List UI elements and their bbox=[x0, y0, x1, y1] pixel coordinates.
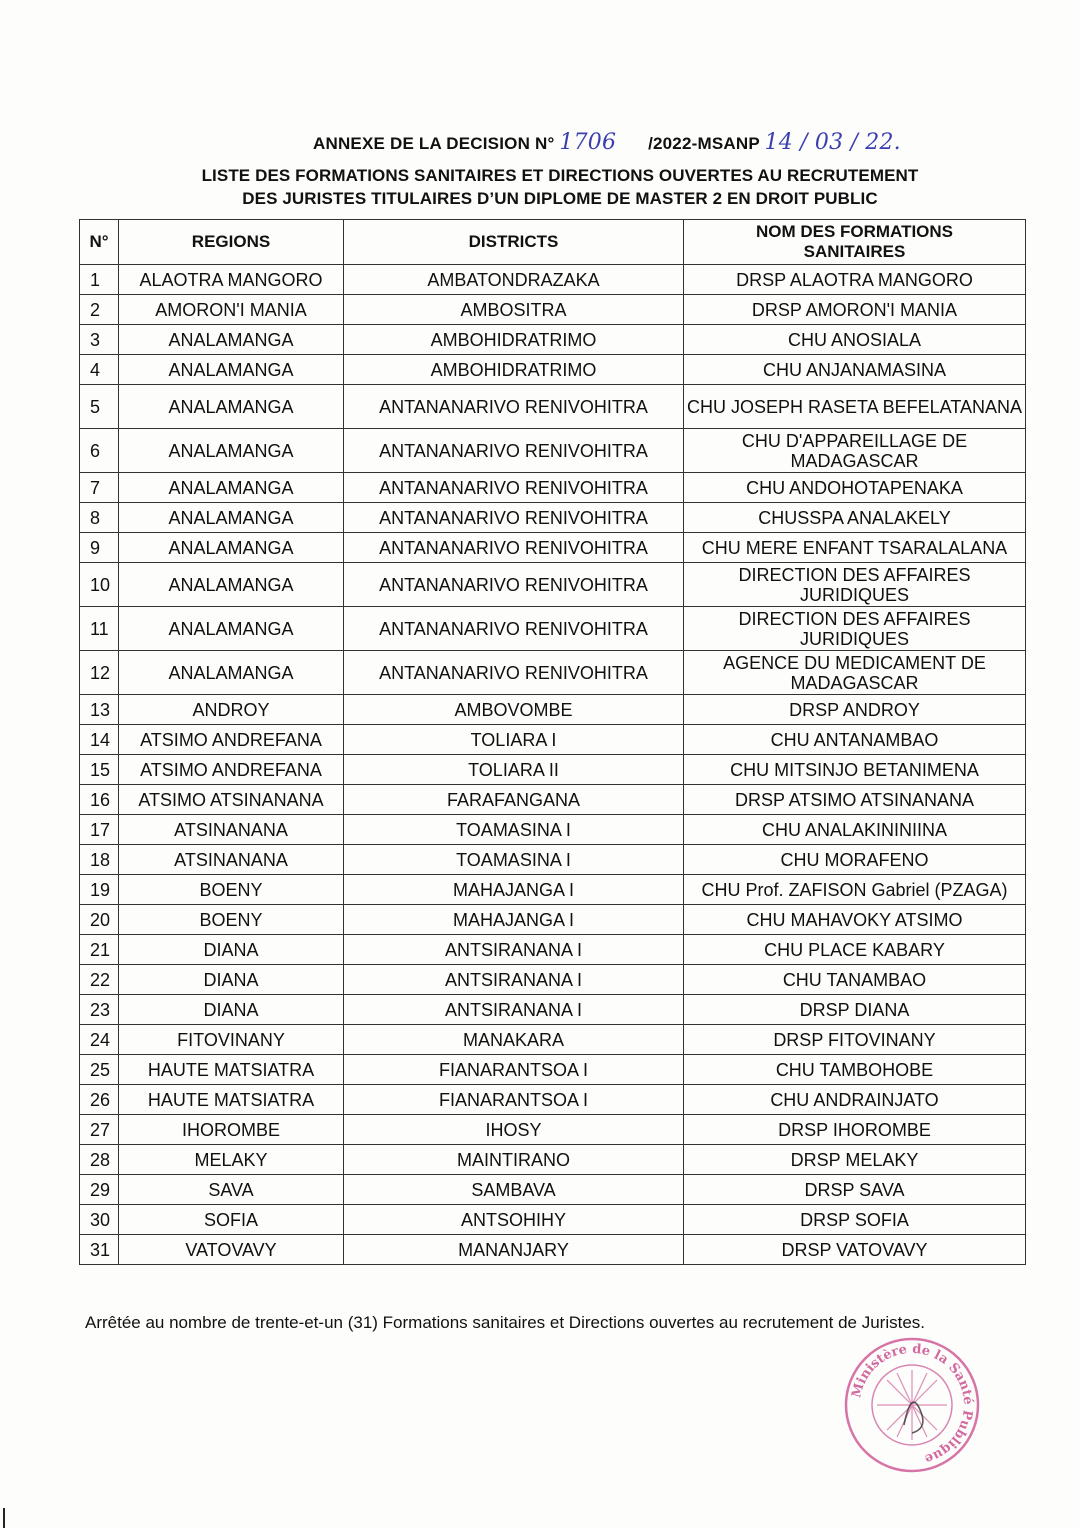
table-row bbox=[80, 533, 1026, 563]
table-row bbox=[80, 905, 1026, 935]
row-region: SOFIA bbox=[119, 1205, 344, 1235]
row-region: ANALAMANGA bbox=[119, 385, 344, 429]
row-formation: CHU JOSEPH RASETA BEFELATANANA bbox=[684, 385, 1026, 429]
row-number: 29 bbox=[80, 1175, 119, 1205]
row-region: DIANA bbox=[119, 965, 344, 995]
row-district: ANTANANARIVO RENIVOHITRA bbox=[344, 385, 684, 429]
row-region: ANALAMANGA bbox=[119, 607, 344, 651]
row-district: ANTANANARIVO RENIVOHITRA bbox=[344, 651, 684, 695]
row-formation: CHU ANTANAMBAO bbox=[684, 725, 1026, 755]
formations-table bbox=[79, 219, 1026, 1265]
footer-note: Arrêtée au nombre de trente-et-un (31) Formations sanitaires et Directions ouvertes au recrutement de Juristes. bbox=[85, 1313, 925, 1332]
table-row bbox=[80, 325, 1026, 355]
row-number: 5 bbox=[80, 385, 119, 429]
row-district: AMBOHIDRATRIMO bbox=[344, 355, 684, 385]
row-region: HAUTE MATSIATRA bbox=[119, 1085, 344, 1115]
row-region: ATSIMO ANDREFANA bbox=[119, 755, 344, 785]
table-row bbox=[80, 473, 1026, 503]
subtitle-line-1: LISTE DES FORMATIONS SANITAIRES ET DIRECTIONS OUVERTES AU RECRUTEMENT bbox=[201, 166, 919, 185]
row-district: IHOSY bbox=[344, 1115, 684, 1145]
row-formation: AGENCE DU MEDICAMENT DE MADAGASCAR bbox=[684, 651, 1026, 695]
row-number: 9 bbox=[80, 533, 119, 563]
row-region: ANALAMANGA bbox=[119, 533, 344, 563]
table-row bbox=[80, 845, 1026, 875]
row-number: 14 bbox=[80, 725, 119, 755]
row-region: IHOROMBE bbox=[119, 1115, 344, 1145]
table-row bbox=[80, 1025, 1026, 1055]
row-formation: DRSP FITOVINANY bbox=[684, 1025, 1026, 1055]
table-row bbox=[80, 1115, 1026, 1145]
row-district: ANTANANARIVO RENIVOHITRA bbox=[344, 473, 684, 503]
row-region: BOENY bbox=[119, 905, 344, 935]
row-number: 23 bbox=[80, 995, 119, 1025]
table-row bbox=[80, 755, 1026, 785]
row-district: ANTSOHIHY bbox=[344, 1205, 684, 1235]
row-number: 3 bbox=[80, 325, 119, 355]
table-row bbox=[80, 725, 1026, 755]
table-row bbox=[80, 1175, 1026, 1205]
row-formation: CHU TANAMBAO bbox=[684, 965, 1026, 995]
row-formation: CHU ANJANAMASINA bbox=[684, 355, 1026, 385]
row-formation: CHU ANALAKININIINA bbox=[684, 815, 1026, 845]
row-number: 15 bbox=[80, 755, 119, 785]
row-formation: DRSP SOFIA bbox=[684, 1205, 1026, 1235]
row-number: 1 bbox=[80, 265, 119, 295]
row-district: ANTANANARIVO RENIVOHITRA bbox=[344, 429, 684, 473]
row-district: SAMBAVA bbox=[344, 1175, 684, 1205]
table-row bbox=[80, 429, 1026, 473]
table-row bbox=[80, 1145, 1026, 1175]
row-number: 18 bbox=[80, 845, 119, 875]
row-region: ANDROY bbox=[119, 695, 344, 725]
row-district: MAHAJANGA I bbox=[344, 875, 684, 905]
row-region: ANALAMANGA bbox=[119, 651, 344, 695]
table-row bbox=[80, 385, 1026, 429]
row-region: AMORON'I MANIA bbox=[119, 295, 344, 325]
row-number: 22 bbox=[80, 965, 119, 995]
row-formation: DRSP VATOVAVY bbox=[684, 1235, 1026, 1265]
table-row bbox=[80, 607, 1026, 651]
row-number: 25 bbox=[80, 1055, 119, 1085]
row-number: 28 bbox=[80, 1145, 119, 1175]
table-row bbox=[80, 995, 1026, 1025]
row-region: DIANA bbox=[119, 935, 344, 965]
table-row bbox=[80, 265, 1026, 295]
table-header-row bbox=[80, 220, 1026, 265]
scan-edge-mark bbox=[3, 1508, 5, 1528]
row-number: 27 bbox=[80, 1115, 119, 1145]
table-row bbox=[80, 1085, 1026, 1115]
row-number: 11 bbox=[80, 607, 119, 651]
row-number: 4 bbox=[80, 355, 119, 385]
row-formation: CHU TAMBOHOBE bbox=[684, 1055, 1026, 1085]
table-row bbox=[80, 935, 1026, 965]
row-region: ATSIMO ATSINANANA bbox=[119, 785, 344, 815]
row-number: 2 bbox=[80, 295, 119, 325]
row-region: MELAKY bbox=[119, 1145, 344, 1175]
decision-title-prefix: ANNEXE DE LA DECISION N° bbox=[313, 134, 555, 153]
table-body bbox=[80, 265, 1026, 1265]
row-district: MANANJARY bbox=[344, 1235, 684, 1265]
ministry-stamp bbox=[842, 1335, 982, 1475]
row-formation: DRSP MELAKY bbox=[684, 1145, 1026, 1175]
row-region: ANALAMANGA bbox=[119, 325, 344, 355]
table-row bbox=[80, 785, 1026, 815]
row-formation: DIRECTION DES AFFAIRES JURIDIQUES bbox=[684, 563, 1026, 607]
decision-number-handwritten: 1706 bbox=[559, 130, 617, 155]
row-region: ATSINANANA bbox=[119, 815, 344, 845]
row-formation: DRSP ALAOTRA MANGORO bbox=[684, 265, 1026, 295]
row-region: ANALAMANGA bbox=[119, 503, 344, 533]
row-number: 20 bbox=[80, 905, 119, 935]
header-formations: NOM DES FORMATIONS SANITAIRES bbox=[684, 220, 1026, 265]
row-formation: CHU D'APPAREILLAGE DE MADAGASCAR bbox=[684, 429, 1026, 473]
row-number: 6 bbox=[80, 429, 119, 473]
row-district: ANTSIRANANA I bbox=[344, 935, 684, 965]
table-row bbox=[80, 355, 1026, 385]
row-number: 17 bbox=[80, 815, 119, 845]
row-region: HAUTE MATSIATRA bbox=[119, 1055, 344, 1085]
row-district: TOLIARA I bbox=[344, 725, 684, 755]
row-formation: CHU MORAFENO bbox=[684, 845, 1026, 875]
row-number: 8 bbox=[80, 503, 119, 533]
row-region: SAVA bbox=[119, 1175, 344, 1205]
row-formation: CHUSSPA ANALAKELY bbox=[684, 503, 1026, 533]
table-row bbox=[80, 563, 1026, 607]
row-number: 21 bbox=[80, 935, 119, 965]
header-regions: REGIONS bbox=[119, 220, 344, 265]
row-formation: DRSP ATSIMO ATSINANANA bbox=[684, 785, 1026, 815]
row-district: ANTSIRANANA I bbox=[344, 995, 684, 1025]
row-formation: CHU MERE ENFANT TSARALALANA bbox=[684, 533, 1026, 563]
table-row bbox=[80, 965, 1026, 995]
table-row bbox=[80, 1235, 1026, 1265]
row-district: TOAMASINA I bbox=[344, 815, 684, 845]
row-number: 24 bbox=[80, 1025, 119, 1055]
row-number: 7 bbox=[80, 473, 119, 503]
row-formation: DRSP DIANA bbox=[684, 995, 1026, 1025]
row-formation: CHU MAHAVOKY ATSIMO bbox=[684, 905, 1026, 935]
decision-date-handwritten: 14 / 03 / 22. bbox=[764, 130, 901, 155]
row-number: 16 bbox=[80, 785, 119, 815]
row-region: ANALAMANGA bbox=[119, 355, 344, 385]
row-formation: DIRECTION DES AFFAIRES JURIDIQUES bbox=[684, 607, 1026, 651]
table-row bbox=[80, 875, 1026, 905]
table-row bbox=[80, 695, 1026, 725]
row-region: ANALAMANGA bbox=[119, 563, 344, 607]
row-district: AMBOSITRA bbox=[344, 295, 684, 325]
row-formation: DRSP AMORON'I MANIA bbox=[684, 295, 1026, 325]
row-formation: CHU Prof. ZAFISON Gabriel (PZAGA) bbox=[684, 875, 1026, 905]
decision-title bbox=[313, 130, 901, 155]
table-row bbox=[80, 503, 1026, 533]
row-number: 19 bbox=[80, 875, 119, 905]
stamp-text: Ministère de la Santé Publique bbox=[849, 1341, 976, 1467]
row-district: MANAKARA bbox=[344, 1025, 684, 1055]
row-formation: CHU PLACE KABARY bbox=[684, 935, 1026, 965]
table-row bbox=[80, 295, 1026, 325]
row-formation: DRSP ANDROY bbox=[684, 695, 1026, 725]
row-region: ATSINANANA bbox=[119, 845, 344, 875]
table-row bbox=[80, 1055, 1026, 1085]
row-formation: CHU ANOSIALA bbox=[684, 325, 1026, 355]
subtitle-line-2: DES JURISTES TITULAIRES D’UN DIPLOME DE MASTER 2 EN DROIT PUBLIC bbox=[242, 189, 878, 208]
row-district: AMBOVOMBE bbox=[344, 695, 684, 725]
header-number: N° bbox=[80, 220, 119, 265]
row-district: ANTANANARIVO RENIVOHITRA bbox=[344, 563, 684, 607]
row-district: ANTSIRANANA I bbox=[344, 965, 684, 995]
row-number: 30 bbox=[80, 1205, 119, 1235]
row-district: AMBATONDRAZAKA bbox=[344, 265, 684, 295]
row-formation: CHU ANDOHOTAPENAKA bbox=[684, 473, 1026, 503]
row-district: TOAMASINA I bbox=[344, 845, 684, 875]
row-number: 26 bbox=[80, 1085, 119, 1115]
row-district: FIANARANTSOA I bbox=[344, 1055, 684, 1085]
row-district: ANTANANARIVO RENIVOHITRA bbox=[344, 533, 684, 563]
row-region: ALAOTRA MANGORO bbox=[119, 265, 344, 295]
row-number: 10 bbox=[80, 563, 119, 607]
row-district: FARAFANGANA bbox=[344, 785, 684, 815]
row-district: MAINTIRANO bbox=[344, 1145, 684, 1175]
row-formation: CHU ANDRAINJATO bbox=[684, 1085, 1026, 1115]
row-district: MAHAJANGA I bbox=[344, 905, 684, 935]
row-formation: CHU MITSINJO BETANIMENA bbox=[684, 755, 1026, 785]
row-district: ANTANANARIVO RENIVOHITRA bbox=[344, 503, 684, 533]
decision-title-middle: /2022-MSANP bbox=[648, 134, 760, 153]
row-region: FITOVINANY bbox=[119, 1025, 344, 1055]
row-district: ANTANANARIVO RENIVOHITRA bbox=[344, 607, 684, 651]
row-number: 13 bbox=[80, 695, 119, 725]
row-region: ANALAMANGA bbox=[119, 473, 344, 503]
row-region: ANALAMANGA bbox=[119, 429, 344, 473]
header-districts: DISTRICTS bbox=[344, 220, 684, 265]
table-row bbox=[80, 815, 1026, 845]
row-region: VATOVAVY bbox=[119, 1235, 344, 1265]
row-number: 31 bbox=[80, 1235, 119, 1265]
table-row bbox=[80, 651, 1026, 695]
row-region: BOENY bbox=[119, 875, 344, 905]
row-region: DIANA bbox=[119, 995, 344, 1025]
row-district: TOLIARA II bbox=[344, 755, 684, 785]
table-row bbox=[80, 1205, 1026, 1235]
row-formation: DRSP IHOROMBE bbox=[684, 1115, 1026, 1145]
row-district: FIANARANTSOA I bbox=[344, 1085, 684, 1115]
row-formation: DRSP SAVA bbox=[684, 1175, 1026, 1205]
row-number: 12 bbox=[80, 651, 119, 695]
row-region: ATSIMO ANDREFANA bbox=[119, 725, 344, 755]
row-district: AMBOHIDRATRIMO bbox=[344, 325, 684, 355]
